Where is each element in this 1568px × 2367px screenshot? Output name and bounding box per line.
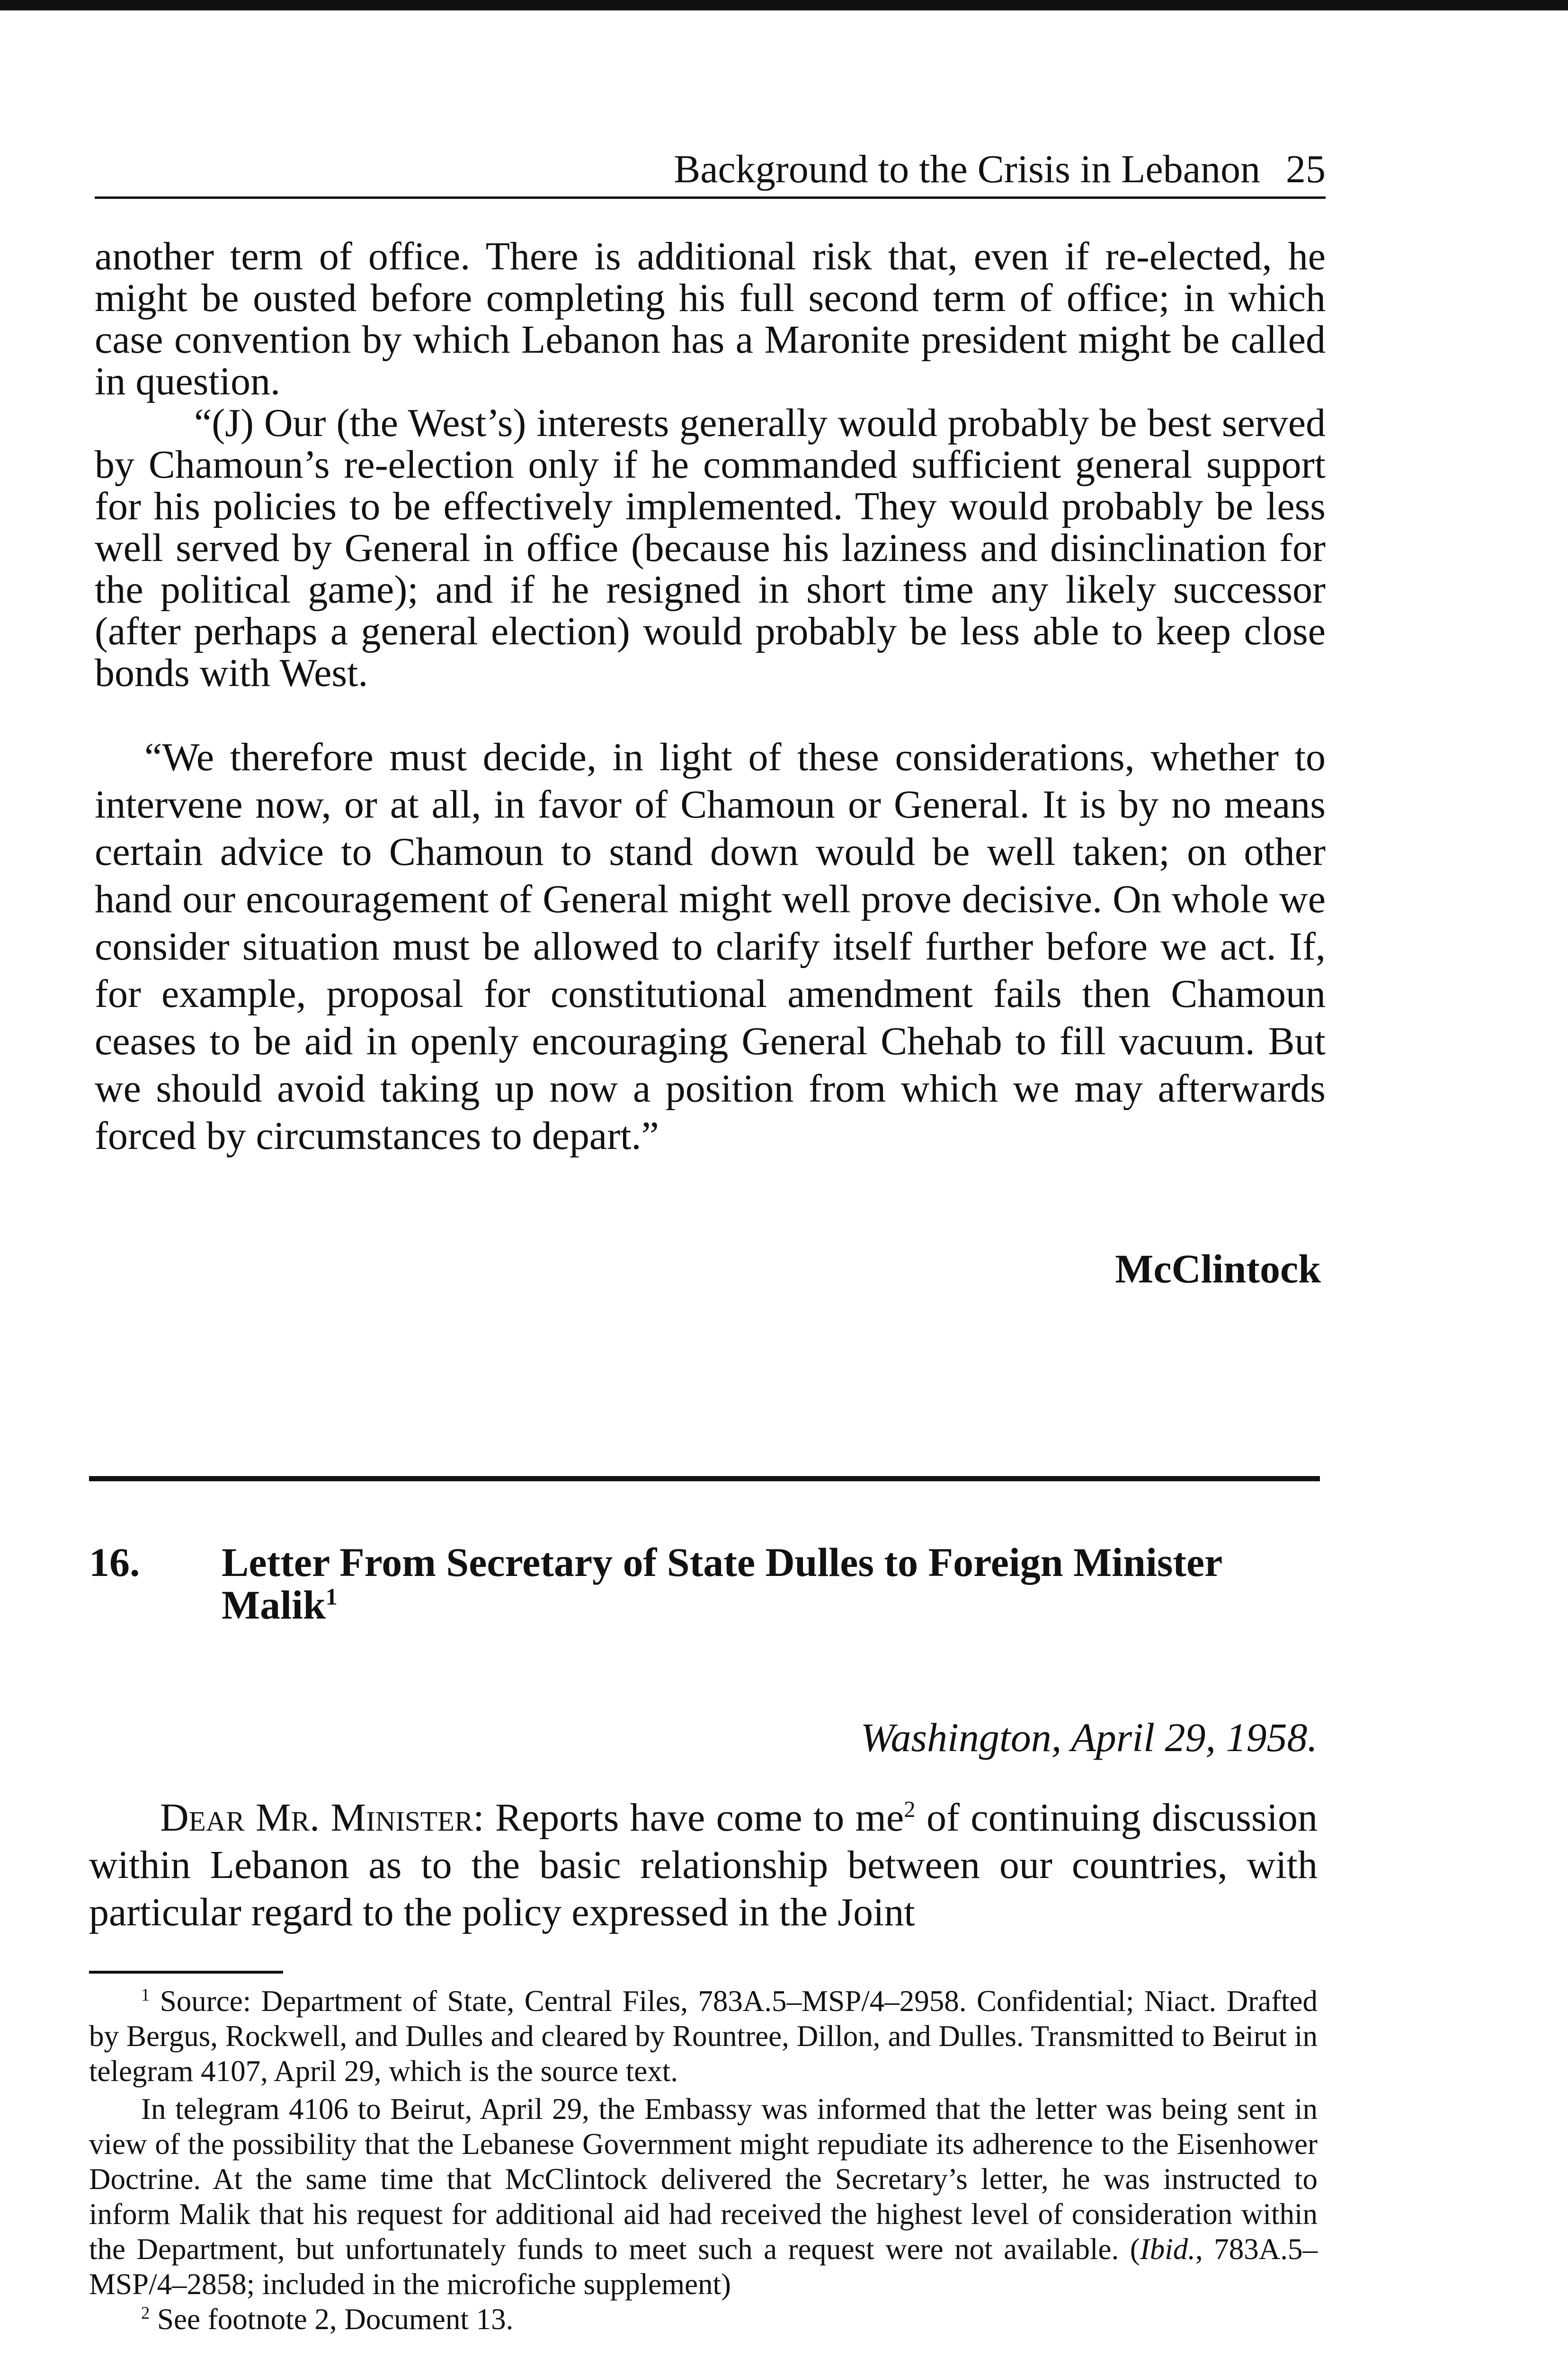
quote-paragraph: “We therefore must decide, in light of these considerations, whether to intervene now, or at all, in favor of Chamoun or General. It is by no means certain advice to Chamoun to stand down would be well taken; on other hand our encouragement of General might well prove decisive. On whole we consider situation must be allowed to clarify itself further before we act. If, for example, proposal for constitutional amendment fails then Chamoun ceases to be aid in openly encouraging General Chehab to fill vacuum. But we should avoid taking up now a position from which we may afterwards forced by circumstances to depart.” [95, 735, 1326, 1158]
footnote-rule [89, 1971, 283, 1974]
footnote-ref-1[interactable]: 1 [325, 1584, 338, 1610]
document-heading [89, 1541, 1320, 1626]
salutation: Dear Mr. Minister: [160, 1796, 484, 1840]
continued-telegram-text [95, 236, 1326, 694]
footnote-1-continuation [89, 2091, 1318, 2302]
running-title: Background to the Crisis in Lebanon [674, 147, 1260, 191]
footnotes [89, 1984, 1318, 2337]
footnote-1-cont-main: In telegram 4106 to Beirut, April 29, the Embassy was informed that the letter was being sent in view of the possibility that the Lebanese Government might repudiate its adherence to the Eisenhower Doctrine. At the same time that McClintock delivered the Secretary’s letter, he was instructed to inform Malik that his request for additional aid had received the highest level of consideration within the Department, but unfortunately funds to meet such a request were not available. ( [89, 2092, 1318, 2266]
document-number: 16. [89, 1539, 140, 1585]
document-title [222, 1541, 1310, 1626]
section-divider [89, 1476, 1320, 1481]
footnote-2-text: See footnote 2, Document 13. [157, 2303, 514, 2336]
page-number: 25 [1286, 147, 1326, 191]
document-title-text: Letter From Secretary of State Dulles to Foreign Minister Malik [222, 1539, 1222, 1628]
footnote-1-text: Source: Department of State, Central Files, 783A.5–MSP/4–2958. Confidential; Niact. Drafted by Bergus, Rockwell, and Dulles and cleared by Rountree, Dillon, and Dulles. Transmitted to Beirut in telegram 4107, April 29, which is the source text. [89, 1984, 1318, 2088]
signature: McClintock [1115, 1246, 1321, 1291]
footnote-1-ibid: Ibid. [1140, 2233, 1195, 2266]
footnote-1-mark: 1 [141, 1985, 150, 2004]
top-border-rule [0, 0, 1568, 10]
place-date-line: Washington, April 29, 1958. [860, 1715, 1318, 1760]
letter-body [89, 1794, 1318, 1936]
footnote-1-cont-end: , 783A.5–MSP/4–2858; included in the microfiche supplement) [89, 2233, 1318, 2301]
footnote-ref-2[interactable]: 2 [904, 1797, 916, 1822]
letter-body-start: Reports have come to me [495, 1796, 904, 1840]
footnote-2 [89, 2302, 1318, 2337]
continuation-paragraph: another term of office. There is additional risk that, even if re-elected, he might be ousted before completing his full second term of office; in which case convention by which Lebanon has a Maronite president might be called in question. [95, 234, 1326, 403]
footnote-2-mark: 2 [141, 2303, 150, 2323]
footnote-1 [89, 1984, 1318, 2089]
running-header [95, 142, 1326, 199]
paragraph-j: “(J) Our (the West’s) interests generally would probably be best served by Chamoun’s re-election only if he commanded sufficient general support for his policies to be effectively implemented. They would probably be less well served by General in office (because his laziness and disinclination for the political game); and if he resigned in short time any likely successor (after perhaps a general election) would probably be less able to keep close bonds with West. [95, 401, 1326, 695]
letter-body-rest: of continuing discussion within Lebanon as to the basic relationship between our countries, with particular regard to the policy expressed in the Joint [89, 1796, 1318, 1934]
